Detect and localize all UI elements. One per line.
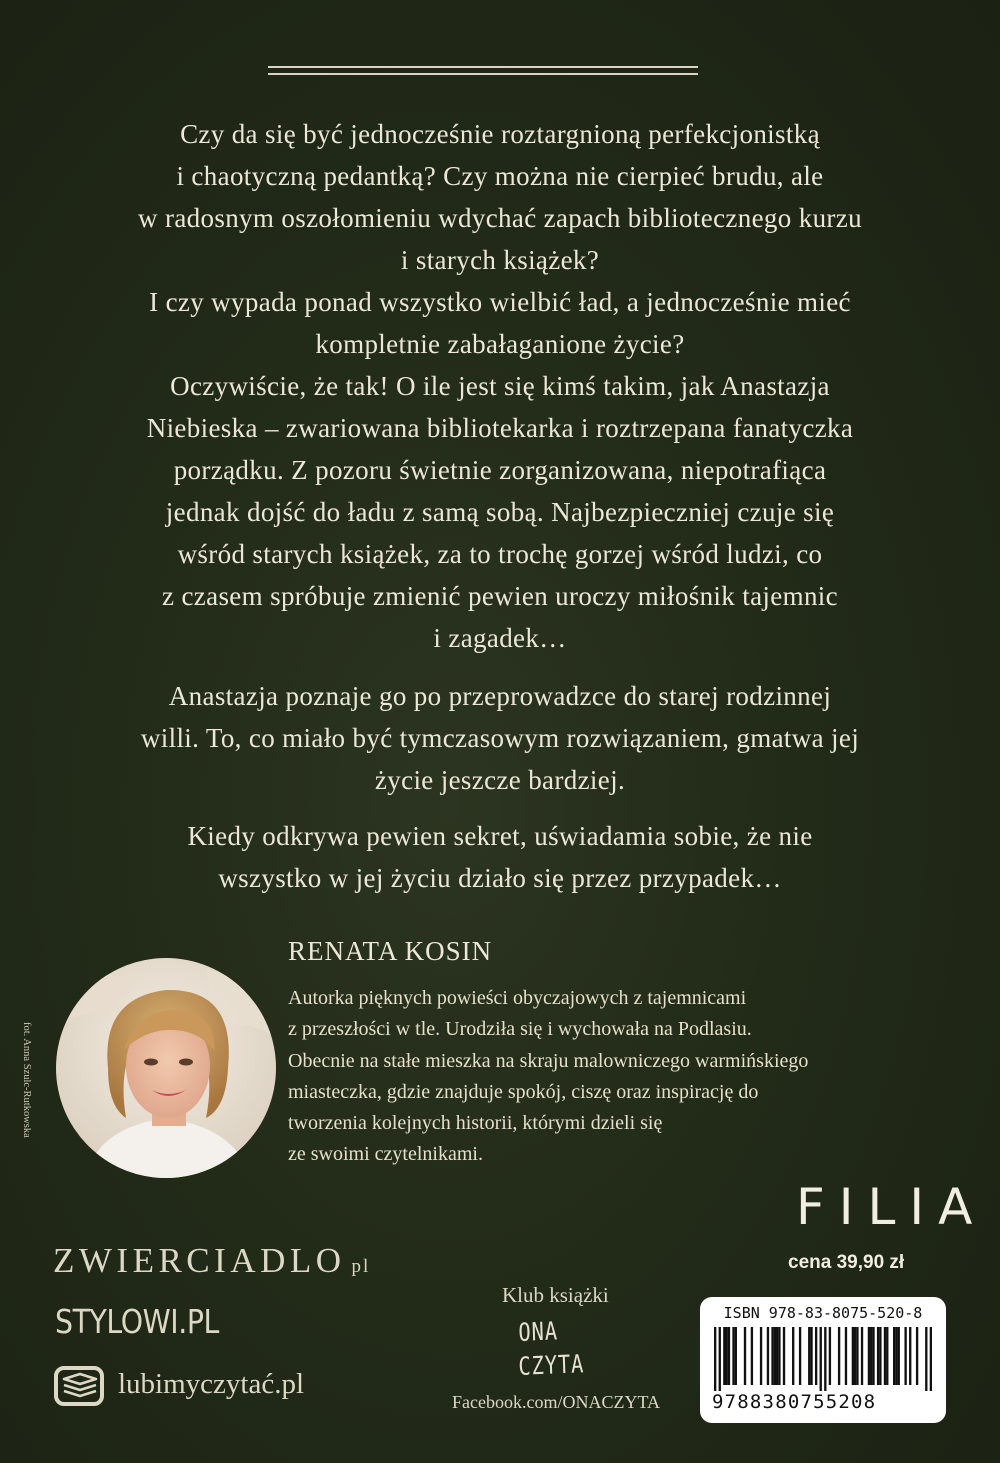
barcode-bar bbox=[725, 1327, 727, 1385]
barcode-bar bbox=[930, 1327, 932, 1391]
barcode-bar bbox=[829, 1327, 831, 1385]
book-stack-icon bbox=[50, 1362, 110, 1412]
barcode-bar bbox=[723, 1327, 725, 1385]
facebook-link: Facebook.com/ONACZYTA bbox=[452, 1392, 661, 1412]
barcode-bar bbox=[909, 1327, 911, 1385]
blurb-line: życie jeszcze bardziej. bbox=[374, 765, 626, 795]
barcode-bar bbox=[778, 1327, 780, 1385]
barcode-bar bbox=[799, 1327, 801, 1385]
lubimyczytac-logo: lubimyczytać.pl bbox=[118, 1368, 305, 1400]
blurb-line: wśród starych książek, za to trochę gorzej wśród ludzi, co bbox=[177, 539, 823, 569]
blurb-line: Kiedy odkrywa pewien sekret, uświadamia sobie, że nie bbox=[187, 821, 813, 851]
barcode-bar bbox=[767, 1327, 769, 1385]
blurb-line: i chaotyczną pedantką? Czy można nie cierpieć brudu, ale bbox=[176, 161, 824, 191]
barcode-bar bbox=[852, 1327, 854, 1385]
barcode-bar bbox=[719, 1327, 721, 1391]
barcode-bar bbox=[868, 1327, 870, 1385]
barcode-bar bbox=[760, 1327, 762, 1385]
blurb-line: willi. To, co miało być tymczasowym rozwiązaniem, gmatwa jej bbox=[140, 723, 860, 753]
zwierciadlo-logo: ZWIERCIADLO pl bbox=[53, 1241, 371, 1280]
barcode-bar bbox=[886, 1327, 888, 1385]
barcode-bar bbox=[898, 1327, 900, 1385]
barcode-bar bbox=[916, 1327, 918, 1385]
blurb-line: wszystko w jej życiu działo się przez przypadek… bbox=[218, 863, 782, 893]
author-bio bbox=[288, 983, 808, 1171]
barcode-bar bbox=[792, 1327, 794, 1385]
barcode-bar bbox=[845, 1327, 847, 1385]
blurb-line: Niebieska – zwariowana bibliotekarka i roztrzepana fanatyczka bbox=[146, 413, 854, 443]
author-name: RENATA KOSIN bbox=[288, 936, 493, 966]
top-rule-line bbox=[268, 73, 698, 75]
barcode-bar bbox=[774, 1327, 776, 1385]
bio-line: ze swoimi czytelnikami. bbox=[288, 1143, 483, 1166]
barcode-bar bbox=[744, 1327, 746, 1385]
barcode-bar bbox=[728, 1327, 730, 1385]
barcode-bar bbox=[861, 1327, 863, 1385]
bio-line: z przeszłości w tle. Urodziła się i wychowała na Podlasiu. bbox=[288, 1018, 752, 1041]
bio-line: tworzenia kolejnych historii, którymi dzieli się bbox=[288, 1112, 663, 1135]
barcode-bar bbox=[854, 1327, 856, 1385]
barcode-bar bbox=[824, 1327, 826, 1391]
publisher-logo: FILIA bbox=[796, 1178, 987, 1236]
blurb-paragraph-1 bbox=[40, 113, 960, 659]
bio-line: Obecnie na stałe mieszka na skraju malowniczego warmińskiego bbox=[288, 1049, 809, 1072]
barcode-bar bbox=[884, 1327, 886, 1385]
barcode-bar bbox=[904, 1327, 906, 1385]
barcode-bar bbox=[714, 1327, 716, 1391]
blurb-line: w radosnym oszołomieniu wdychać zapach bibliotecznego kurzu bbox=[138, 203, 862, 233]
klub-ksiazki-label: Klub książki bbox=[502, 1283, 609, 1307]
price-label: cena 39,90 zł bbox=[788, 1252, 905, 1273]
blurb-line: Anastazja poznaje go po przeprowadzce do starej rodzinnej bbox=[168, 681, 832, 711]
blurb-paragraph-2 bbox=[40, 675, 960, 801]
blurb-line: I czy wypada ponad wszystko wielbić ład, a jednocześnie mieć bbox=[149, 287, 851, 317]
blurb-line: jednak dojść do ładu z samą sobą. Najbezpieczniej czuje się bbox=[165, 497, 835, 527]
blurb-line: kompletnie zabałaganione życie? bbox=[315, 329, 685, 359]
bio-line: miasteczka, gdzie znajduje spokój, ciszę oraz inspirację do bbox=[288, 1080, 759, 1103]
barcode-bars bbox=[714, 1327, 932, 1391]
book-back-cover: Czy da się być jednocześnie roztargnioną perfekcjonistką i chaotyczną pedantką? Czy można nie cierpieć brudu, ale w radosnym oszołomieniu wdychać zapach bibliotecznego kurzu i starych książek? I czy wypada ponad wszystko wielbić ład, a jednocześnie mieć kompletnie zabałaganione życie? Oczywiście, że tak! O ile jest się kimś takim, jak Anastazja Niebieska – zwariowana bibliotekarka i roztrzepana fanatyczka porządku. Z pozoru świetnie zorganizowana, niepotrafiąca jednak dojść do ładu z samą sobą. Najbezpieczniej czuje się wśród starych książek, za to trochę gorzej wśród ludzi, co z czasem spróbuje zmienić pewien uroczy miłośnik tajemnic i zagadek… Anastazja poznaje go po przeprowadzce do starej rodzinnej willi. To, co miało być tymczasowym rozwiązaniem, gmatwa jej życie jeszcze bardziej. Kiedy odkrywa pewien sekret, uświadamia sobie, że nie wszystko w jej życiu działo się przez przypadek… fot. Anna Szulc-Rutkowska RENATA KOSIN Autorka pięknych powieści obyczajowych z tajemnicami z przeszłości w tle. Urodziła się i wychowała na Podlasiu. Obecnie na stałe mieszka na skraju malowniczego warmińskiego miasteczka, gdzie znajduje spokój, ciszę oraz inspirację do tworzenia kolejnych historii, którymi dzieli się ze swoimi czytelnikami. FILIA cena 39,90 zł ZWIERCIADLO pl STYLOWI.PL lubimyczytać.pl Klub książki ONA CZYTA Facebook.com/ONACZYTA ISBN 978-83-8075-520-8 9788380755208 bbox=[0, 0, 1000, 1463]
barcode-bar bbox=[808, 1327, 810, 1385]
author-photo bbox=[56, 958, 276, 1178]
barcode-bar bbox=[879, 1327, 881, 1385]
barcode-bar bbox=[893, 1327, 895, 1385]
blurb-line: z czasem spróbuje zmienić pewien uroczy miłośnik tajemnic bbox=[162, 581, 838, 611]
blurb-paragraph-3 bbox=[40, 815, 960, 899]
barcode-bar bbox=[771, 1327, 773, 1385]
barcode-bar bbox=[732, 1327, 734, 1385]
barcode-bar bbox=[870, 1327, 872, 1385]
isbn-number: ISBN 978-83-8075-520-8 bbox=[723, 1304, 923, 1322]
blurb-line: i starych książek? bbox=[400, 245, 600, 275]
barcode-bar bbox=[872, 1327, 874, 1385]
onaczyta-logo-line-2: CZYTA bbox=[518, 1349, 585, 1381]
top-rule-line bbox=[268, 66, 698, 68]
barcode-bar bbox=[925, 1327, 927, 1391]
blurb-line: i zagadek… bbox=[433, 623, 567, 653]
onaczyta-logo-line-1: ONA bbox=[518, 1316, 559, 1347]
blurb-line: Czy da się być jednocześnie roztargnioną perfekcjonistką bbox=[180, 119, 820, 149]
barcode-bar bbox=[783, 1327, 785, 1385]
barcode-bar bbox=[815, 1327, 817, 1385]
barcode-bar bbox=[735, 1327, 737, 1385]
bio-line: Autorka pięknych powieści obyczajowych z tajemnicami bbox=[288, 987, 747, 1009]
isbn-barcode bbox=[700, 1297, 946, 1423]
barcode-bar bbox=[751, 1327, 753, 1385]
blurb-line: Oczywiście, że tak! O ile jest się kimś takim, jak Anastazja bbox=[170, 371, 830, 401]
blurb-line: porządku. Z pozoru świetnie zorganizowana, niepotrafiąca bbox=[173, 455, 827, 485]
barcode-bar bbox=[810, 1327, 812, 1385]
barcode-bar bbox=[820, 1327, 822, 1391]
ean-digits: 9788380755208 bbox=[712, 1391, 877, 1413]
stylowi-logo: STYLOWI.PL bbox=[55, 1302, 219, 1341]
barcode-bar bbox=[877, 1327, 879, 1385]
barcode-bar bbox=[895, 1327, 897, 1385]
barcode-bar bbox=[838, 1327, 840, 1385]
barcode-bar bbox=[776, 1327, 778, 1385]
barcode-bar bbox=[856, 1327, 858, 1385]
